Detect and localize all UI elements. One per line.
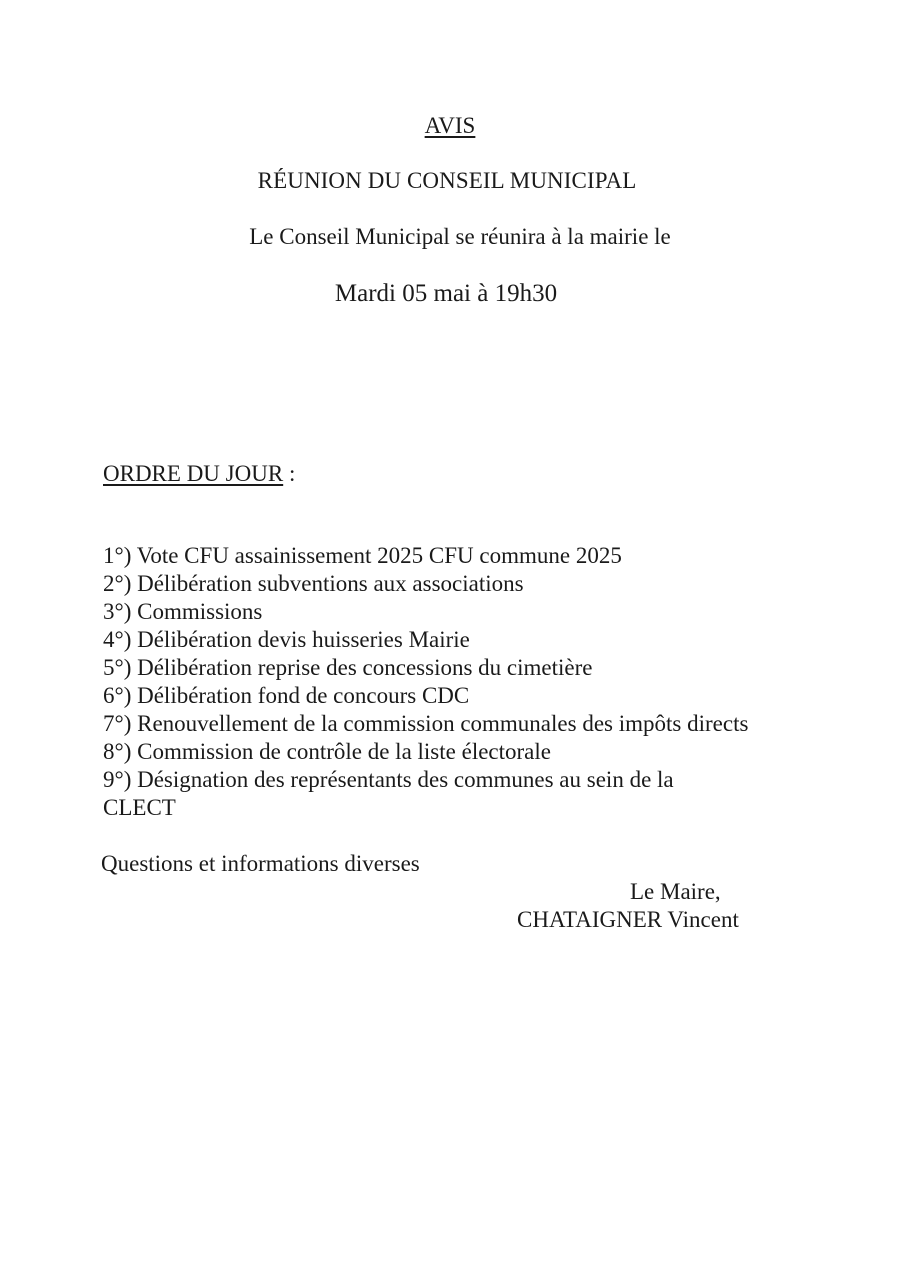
notice-subtitle: RÉUNION DU CONSEIL MUNICIPAL — [257, 168, 637, 193]
notice-intro: Le Conseil Municipal se réunira à la mairie le — [249, 224, 671, 249]
agenda-item-7: 7°) Renouvellement de la commission communales des impôts directs — [103, 711, 749, 736]
agenda-item-5: 5°) Délibération reprise des concessions du cimetière — [103, 655, 593, 680]
notice-title — [0, 112, 900, 140]
agenda-item-2: 2°) Délibération subventions aux associations — [103, 571, 524, 596]
meeting-date: Mardi 05 mai à 19h30 — [334, 280, 558, 307]
signature-name: CHATAIGNER Vincent — [517, 907, 739, 932]
agenda-list — [103, 542, 803, 822]
agenda-item-6: 6°) Délibération fond de concours CDC — [103, 683, 470, 708]
agenda-item-4: 4°) Délibération devis huisseries Mairie — [103, 627, 470, 652]
agenda-heading — [103, 460, 295, 488]
agenda-item-9: 9°) Désignation des représentants des communes au sein de la CLECT — [103, 767, 674, 820]
misc-questions: Questions et informations diverses — [101, 851, 420, 876]
agenda-item-1: 1°) Vote CFU assainissement 2025 CFU commune 2025 — [103, 543, 622, 568]
agenda-heading-text: ORDRE DU JOUR — [103, 461, 284, 486]
notice-title-text: AVIS — [424, 113, 476, 138]
agenda-heading-suffix: : — [283, 461, 296, 486]
agenda-item-8: 8°) Commission de contrôle de la liste électorale — [103, 739, 551, 764]
signature-title: Le Maire, — [630, 879, 721, 904]
agenda-item-3: 3°) Commissions — [103, 599, 263, 624]
